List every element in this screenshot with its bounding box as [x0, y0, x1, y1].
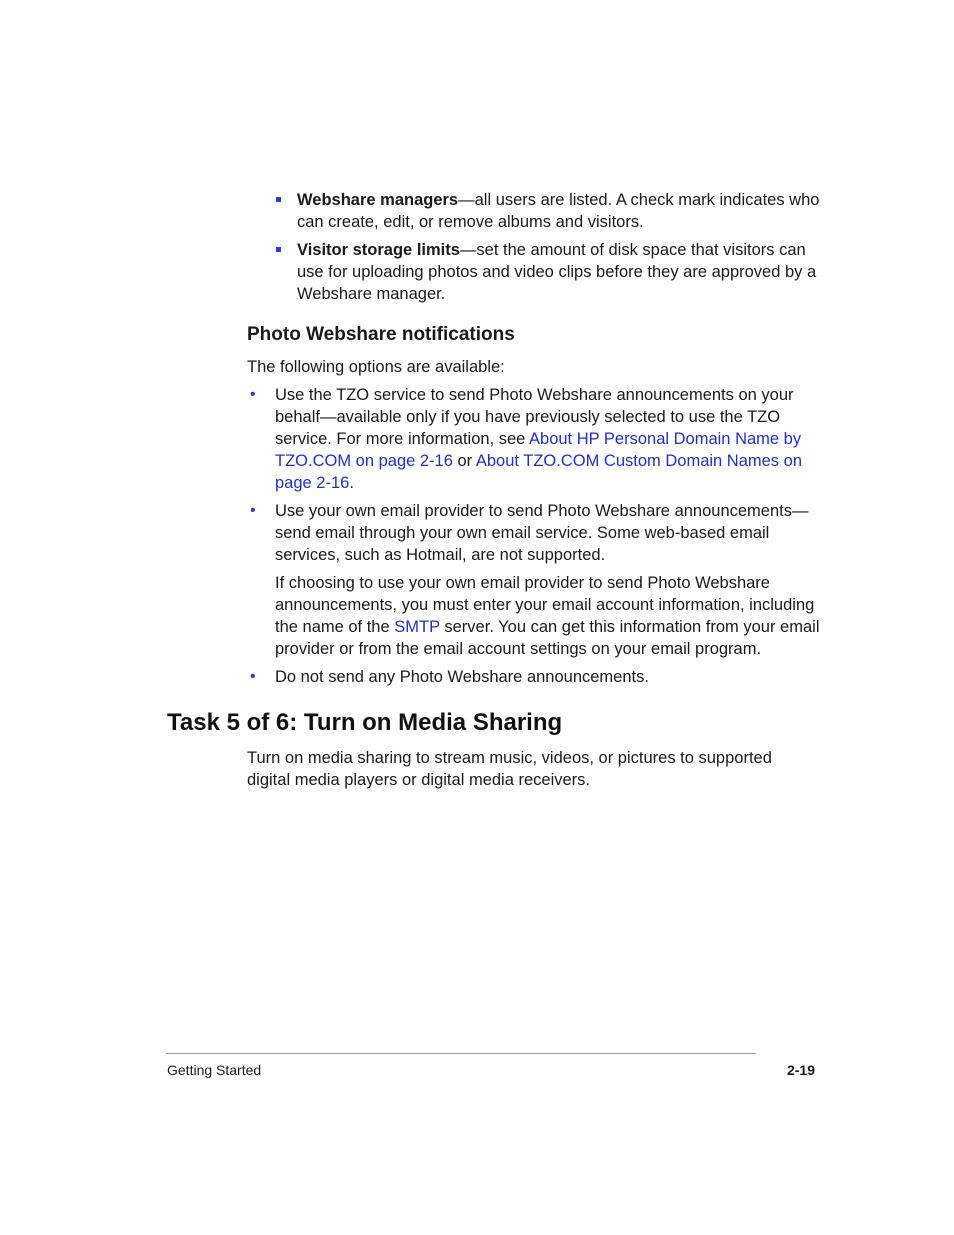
options-list: [250, 384, 820, 694]
list-item: [297, 189, 822, 233]
section-heading: Photo Webshare notifications: [247, 324, 515, 345]
option-text-part: Use the TZO service to send Photo Webshare announcements on your behalf—available only if you have previously selected to use the TZO service. For more information, see: [275, 386, 794, 448]
option-text-part: If choosing to use your own email provider to send Photo Webshare announcements, you must enter your email account information, including the name of the: [275, 574, 815, 636]
bullet-description: —set the amount of disk space that visitors can use for uploading photos and video clips before they are approved by a Webshare manager.: [297, 241, 817, 303]
bullet-dot-icon: •: [250, 502, 256, 519]
option-text: Do not send any Photo Webshare announcements.: [275, 668, 649, 686]
bullet-term: Webshare managers: [297, 191, 459, 209]
square-bullet-icon: [276, 247, 281, 252]
option-text-part: or: [452, 452, 476, 470]
task-body: Turn on media sharing to stream music, videos, or pictures to supported digital media players or digital media receivers.: [247, 749, 772, 789]
list-item: [250, 666, 820, 688]
link-tzo-custom-domain[interactable]: About TZO.COM Custom Domain Names on page 2-16: [275, 452, 802, 492]
option-text: Use your own email provider to send Photo Webshare announcements—send email through your own email service. Some web-based email services, such as Hotmail, are not supported.: [275, 502, 809, 564]
bullet-term: Visitor storage limits: [297, 241, 460, 259]
link-hp-personal-domain[interactable]: About HP Personal Domain Name by TZO.COM on page 2-16: [275, 430, 802, 470]
footer-divider: [166, 1053, 756, 1054]
option-text-part: server. You can get this information from your email provider or from the email account settings on your email program.: [275, 618, 820, 658]
bullet-dot-icon: •: [250, 386, 256, 403]
task-heading: Task 5 of 6: Turn on Media Sharing: [167, 709, 563, 736]
option-text: [275, 384, 820, 494]
list-item: [297, 239, 822, 305]
page-number: 2-19: [786, 1062, 815, 1078]
list-item: [250, 384, 820, 494]
square-bullet-icon: [276, 197, 281, 202]
bullet-dot-icon: •: [250, 668, 256, 685]
footer-title: Getting Started: [167, 1062, 262, 1078]
intro-text: The following options are available:: [247, 358, 505, 376]
link-smtp[interactable]: SMTP: [394, 618, 440, 636]
list-item: [250, 500, 820, 660]
option-detail: [275, 572, 820, 660]
bullet-description: —all users are listed. A check mark indicates who can create, edit, or remove albums and visitors.: [297, 191, 820, 231]
square-bullet-list: [297, 189, 822, 311]
option-text-part: .: [349, 474, 354, 492]
